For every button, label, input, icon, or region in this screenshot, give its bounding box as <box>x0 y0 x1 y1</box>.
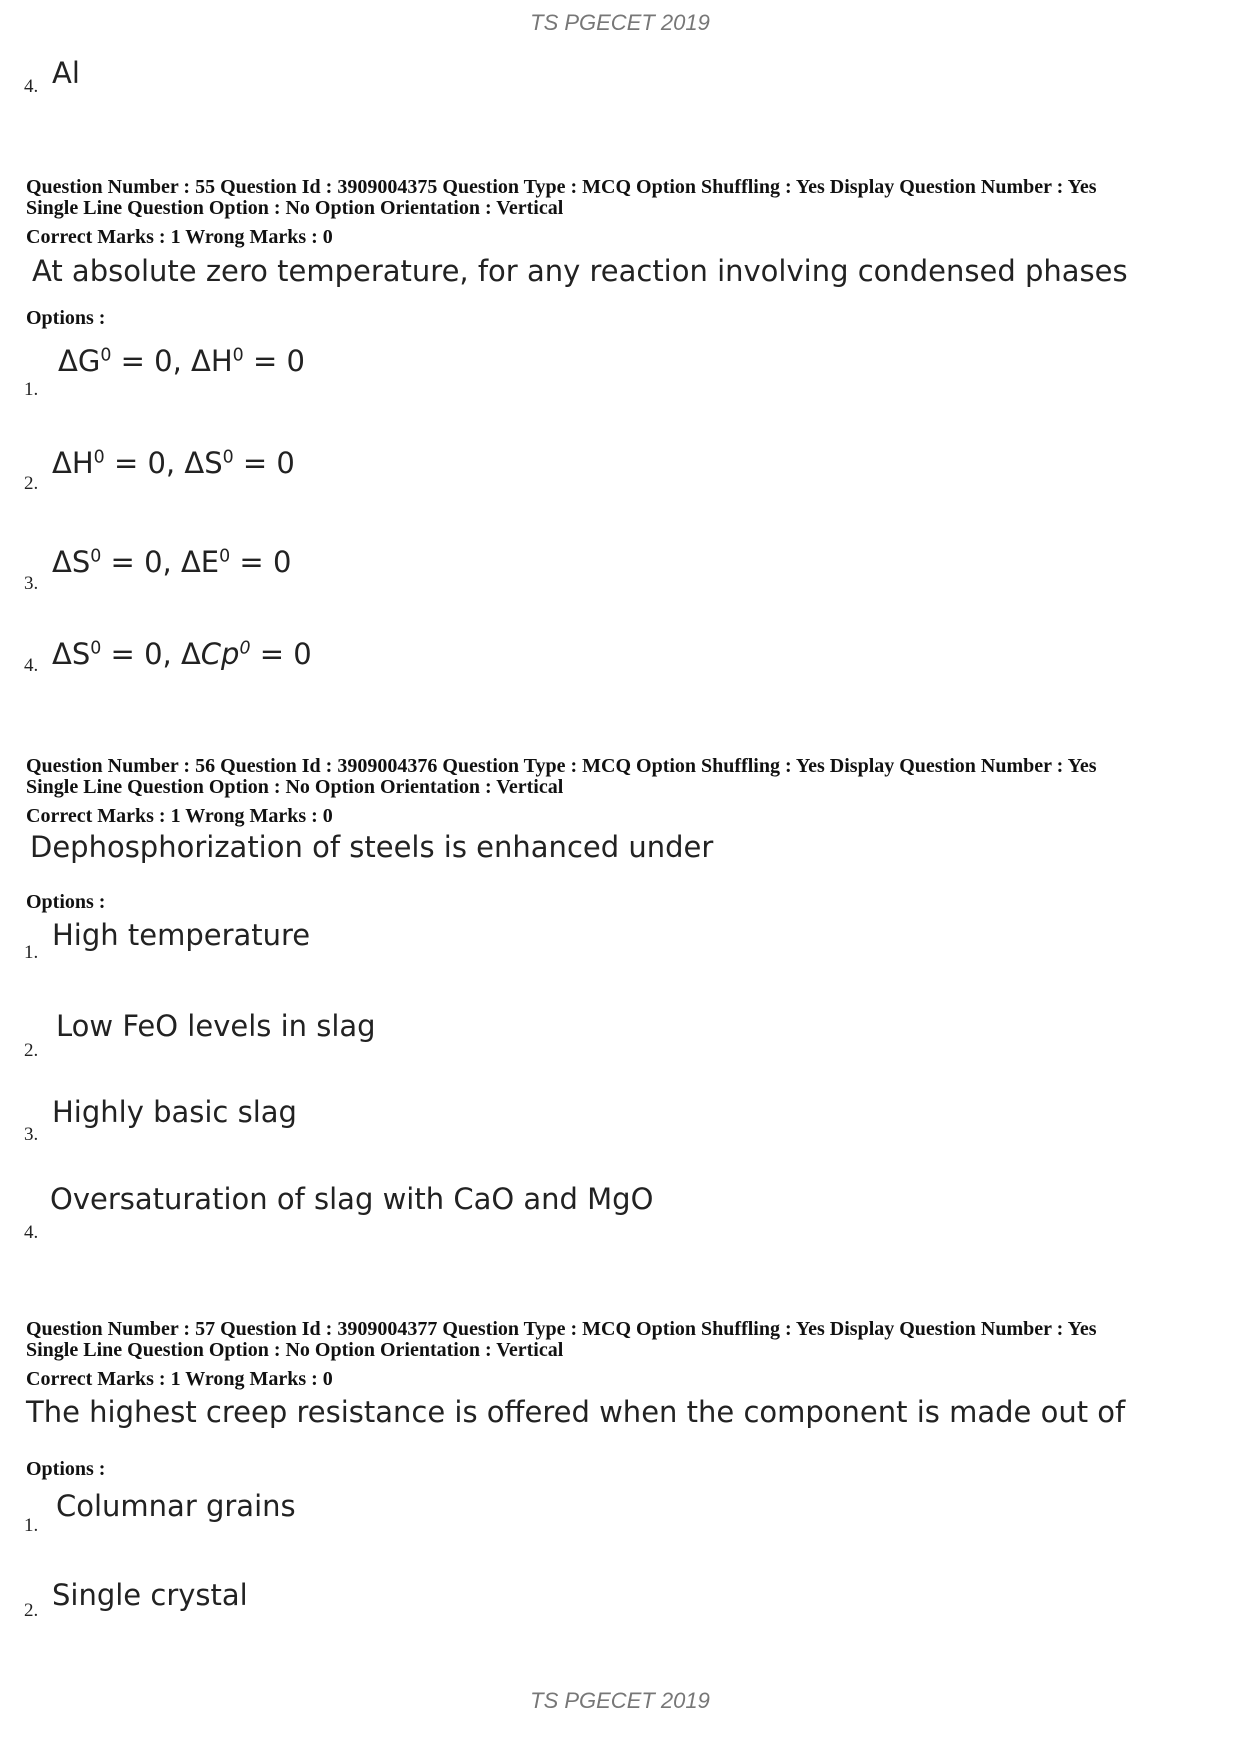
option-text: Oversaturation of slag with CaO and MgO <box>50 1182 654 1216</box>
option-text: Single crystal <box>52 1578 248 1612</box>
page-footer: TS PGECET 2019 <box>530 1688 710 1713</box>
question-marks: Correct Marks : 1 Wrong Marks : 0 <box>26 1368 333 1390</box>
option-text: High temperature <box>52 918 311 952</box>
option-number: 2. <box>24 473 39 494</box>
page-header: TS PGECET 2019 <box>530 10 710 35</box>
option-number: 3. <box>24 573 39 594</box>
options-label: Options : <box>26 891 106 913</box>
question-text: The highest creep resistance is offered when the component is made out of <box>26 1395 1126 1429</box>
option-number: 1. <box>24 1515 39 1536</box>
option-number: 3. <box>24 1124 39 1145</box>
options-label: Options : <box>26 307 106 329</box>
question-meta: Question Number : 55 Question Id : 3909004375 Question Type : MCQ Option Shuffling : Yes Display Question Number : Yes <box>26 176 1097 198</box>
question-meta-options: Single Line Question Option : No Option Orientation : Vertical <box>26 197 564 219</box>
options-label: Options : <box>26 1458 106 1480</box>
option-text: Al <box>52 56 80 90</box>
question-meta-options: Single Line Question Option : No Option Orientation : Vertical <box>26 776 564 798</box>
option-number: 2. <box>24 1600 39 1621</box>
option-text: Columnar grains <box>56 1489 296 1523</box>
option-number: 1. <box>24 942 39 963</box>
question-text: Dephosphorization of steels is enhanced under <box>30 830 714 864</box>
option-number: 4. <box>24 655 39 676</box>
question-meta: Question Number : 57 Question Id : 3909004377 Question Type : MCQ Option Shuffling : Yes Display Question Number : Yes <box>26 1318 1097 1340</box>
question-meta-options: Single Line Question Option : No Option Orientation : Vertical <box>26 1339 564 1361</box>
option-number: 2. <box>24 1040 39 1061</box>
option-text: Low FeO levels in slag <box>56 1009 376 1043</box>
question-text: At absolute zero temperature, for any reaction involving condensed phases <box>32 254 1128 288</box>
question-meta: Question Number : 56 Question Id : 3909004376 Question Type : MCQ Option Shuffling : Yes Display Question Number : Yes <box>26 755 1097 777</box>
question-marks: Correct Marks : 1 Wrong Marks : 0 <box>26 226 333 248</box>
option-text: $\Delta S^0 = 0$, ΔCp$^0$ = 0 <box>52 637 312 671</box>
option-number: 4. <box>24 1222 39 1243</box>
option-number: 1. <box>24 379 39 400</box>
question-marks: Correct Marks : 1 Wrong Marks : 0 <box>26 805 333 827</box>
option-number: 4. <box>24 76 39 97</box>
option-text: $\Delta G^0 = 0$, $\Delta H^0 = 0$ <box>58 344 305 378</box>
option-text: $\Delta S^0 = 0$, $\Delta E^0 = 0$ <box>52 545 292 579</box>
option-text: Highly basic slag <box>52 1095 297 1129</box>
option-text: $\Delta H^0 = 0$, $\Delta S^0 = 0$ <box>52 446 295 480</box>
